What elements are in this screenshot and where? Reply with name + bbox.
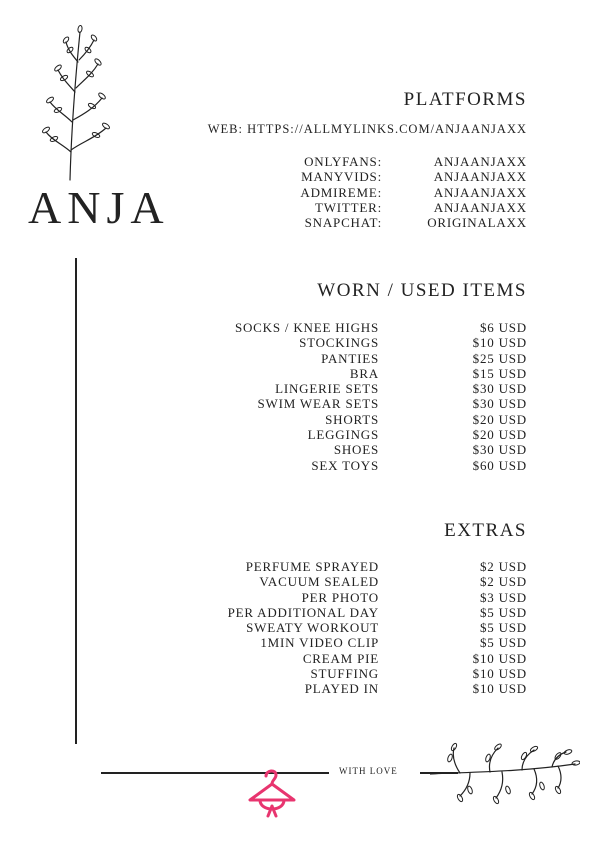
item-price: $6 USD bbox=[479, 320, 527, 335]
platforms-labels bbox=[300, 154, 382, 230]
extra-label: 1MIN VIDEO CLIP bbox=[260, 635, 379, 651]
extra-price: $5 USD bbox=[479, 604, 527, 620]
platform-handle: ANJAANJAXX bbox=[433, 154, 527, 169]
platform-handle: ANJAANJAXX bbox=[433, 169, 527, 185]
platform-label: ONLYFANS: bbox=[304, 154, 382, 169]
item-label: SHOES bbox=[333, 442, 379, 458]
worn-items-title: WORN / USED ITEMS bbox=[317, 280, 527, 301]
item-price: $20 USD bbox=[472, 427, 527, 443]
extra-price: $2 USD bbox=[479, 574, 527, 590]
platform-label: SNAPCHAT: bbox=[304, 215, 382, 231]
item-price: $20 USD bbox=[472, 411, 527, 427]
leaf-branch-icon bbox=[40, 22, 120, 182]
item-price: $30 USD bbox=[472, 381, 527, 397]
extra-price: $10 USD bbox=[472, 681, 527, 697]
item-label: LEGGINGS bbox=[307, 427, 379, 443]
platform-handle: ORIGINALAXX bbox=[427, 215, 527, 231]
platform-label: TWITTER: bbox=[314, 199, 382, 215]
item-price: $25 USD bbox=[472, 350, 527, 366]
item-label: PANTIES bbox=[321, 350, 379, 366]
extras-prices bbox=[473, 559, 527, 697]
worn-item-labels bbox=[235, 320, 379, 473]
platforms-values bbox=[427, 154, 527, 230]
item-price: $15 USD bbox=[472, 365, 527, 381]
item-price: $30 USD bbox=[472, 396, 527, 412]
item-label: LINGERIE SETS bbox=[275, 381, 379, 397]
platform-handle: ANJAANJAXX bbox=[433, 199, 527, 215]
vertical-divider bbox=[75, 258, 77, 744]
item-label: SHORTS bbox=[325, 411, 379, 427]
item-label: SEX TOYS bbox=[311, 457, 379, 473]
platform-label: MANYVIDS: bbox=[301, 169, 382, 185]
platform-label: ADMIREME: bbox=[300, 184, 382, 200]
item-price: $30 USD bbox=[472, 442, 527, 458]
platforms-title: PLATFORMS bbox=[403, 89, 527, 110]
extra-price: $10 USD bbox=[472, 650, 527, 666]
extra-label: VACUUM SEALED bbox=[259, 574, 379, 590]
hanger-bow-icon bbox=[246, 766, 298, 822]
item-label: BRA bbox=[349, 365, 379, 381]
footer-tagline: WITH LOVE bbox=[339, 766, 398, 776]
item-label: SOCKS / KNEE HIGHS bbox=[234, 320, 379, 335]
item-label: SWIM WEAR SETS bbox=[257, 396, 379, 412]
extra-price: $5 USD bbox=[479, 620, 527, 636]
brand-name: ANJA bbox=[28, 182, 170, 233]
item-price: $60 USD bbox=[472, 457, 527, 473]
web-url[interactable]: HTTPS://ALLMYLINKS.COM/ANJAANJAXX bbox=[247, 122, 527, 136]
item-label: STOCKINGS bbox=[299, 335, 379, 351]
extra-label: PERFUME SPRAYED bbox=[245, 559, 379, 574]
extra-price: $2 USD bbox=[479, 559, 527, 574]
platform-handle: ANJAANJAXX bbox=[433, 184, 527, 200]
extras-title: EXTRAS bbox=[444, 520, 527, 541]
extra-label: PLAYED IN bbox=[304, 681, 379, 697]
item-price: $10 USD bbox=[472, 335, 527, 351]
extra-label: CREAM PIE bbox=[302, 650, 379, 666]
extra-price: $3 USD bbox=[479, 589, 527, 605]
web-label: WEB: bbox=[207, 122, 243, 136]
extra-price: $5 USD bbox=[479, 635, 527, 651]
extras-labels bbox=[228, 559, 379, 697]
worn-item-prices bbox=[473, 320, 527, 473]
extra-price: $10 USD bbox=[472, 666, 527, 682]
extra-label: STUFFING bbox=[310, 666, 379, 682]
extra-label: PER PHOTO bbox=[301, 589, 379, 605]
extra-label: PER ADDITIONAL DAY bbox=[227, 604, 379, 620]
web-line bbox=[208, 122, 527, 137]
leaf-branch-icon bbox=[430, 742, 580, 812]
extra-label: SWEATY WORKOUT bbox=[246, 620, 379, 636]
